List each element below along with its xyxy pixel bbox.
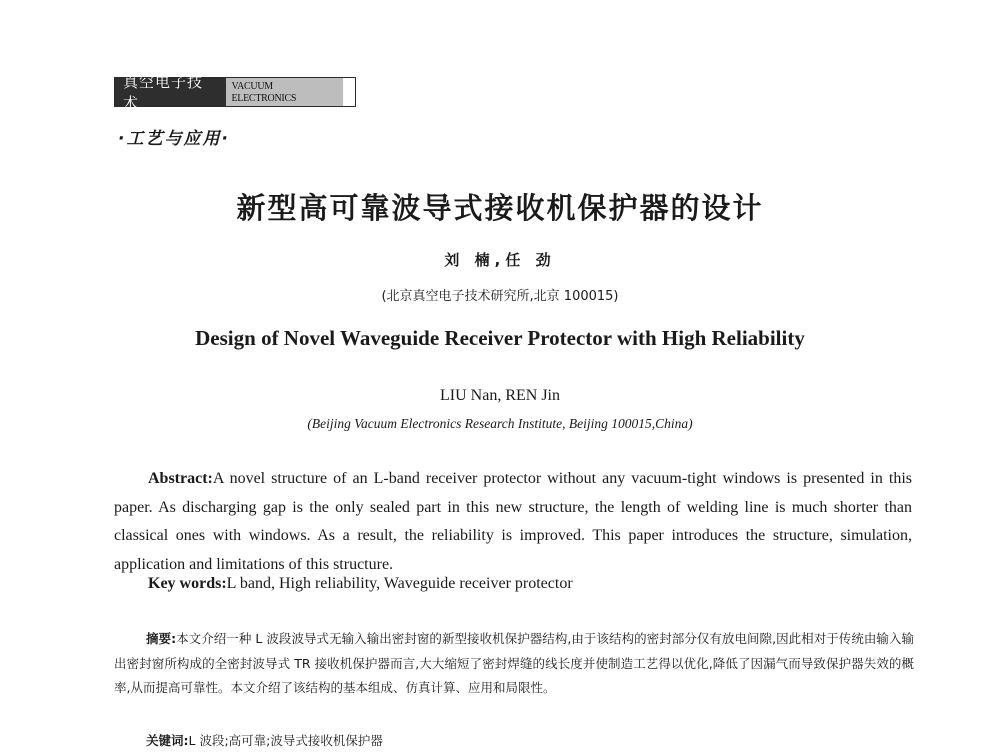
abstract-en-text: A novel structure of an L-band receiver protector without any vacuum-tight windows is presented in this paper. As discharging gap is the only sealed part in this new structure, the length of welding line is much shorter than classical ones with windows. As a result, the reliability is improved. This paper introduces the structure, simulation, application and limitations of this structure.: [114, 470, 912, 573]
journal-name-en: VACUUM ELECTRONICS: [226, 78, 343, 106]
keywords-en: [148, 575, 908, 593]
keywords-en-text: L band, High reliability, Waveguide receiver protector: [226, 575, 573, 592]
paper-title-en: Design of Novel Waveguide Receiver Protector with High Reliability: [195, 326, 805, 350]
abstract-en-label: Abstract:: [148, 470, 213, 487]
authors-cn: 刘 楠,任 劲: [444, 251, 556, 269]
affiliation-cn: (北京真空电子技术研究所,北京 100015): [381, 289, 619, 304]
affiliation-en: (Beijing Vacuum Electronics Research Institute, Beijing 100015,China): [307, 416, 693, 431]
keywords-en-label: Key words:: [148, 575, 227, 592]
abstract-cn-text: 本文介绍一种 L 波段波导式无输入输出密封窗的新型接收机保护器结构,由于该结构的密封部分仅有放电间隙,因此相对于传统由输入输出密封窗所构成的全密封波导式 TR 接收机保护器而言,大大缩短了密封焊缝的线长度并使制造工艺得以优化,降低了因漏气而导致保护器失效的概率,从而提高可靠性。本文介绍了该结构的基本组成、仿真计算、应用和局限性。: [114, 631, 914, 695]
journal-badge: [114, 73, 356, 112]
abstract-cn: [114, 627, 914, 701]
keywords-cn: [146, 731, 383, 749]
abstract-cn-label: 摘要:: [146, 631, 177, 646]
authors-en: LIU Nan, REN Jin: [440, 387, 560, 404]
journal-name-cn: 真空电子技术: [115, 78, 226, 106]
keywords-cn-label: 关键词:: [146, 733, 189, 748]
keywords-cn-text: L 波段;高可靠;波导式接收机保护器: [188, 733, 383, 748]
abstract-en: [114, 465, 912, 579]
paper-title-cn: 新型高可靠波导式接收机保护器的设计: [236, 191, 764, 225]
section-label: ·工艺与应用·: [118, 129, 230, 149]
